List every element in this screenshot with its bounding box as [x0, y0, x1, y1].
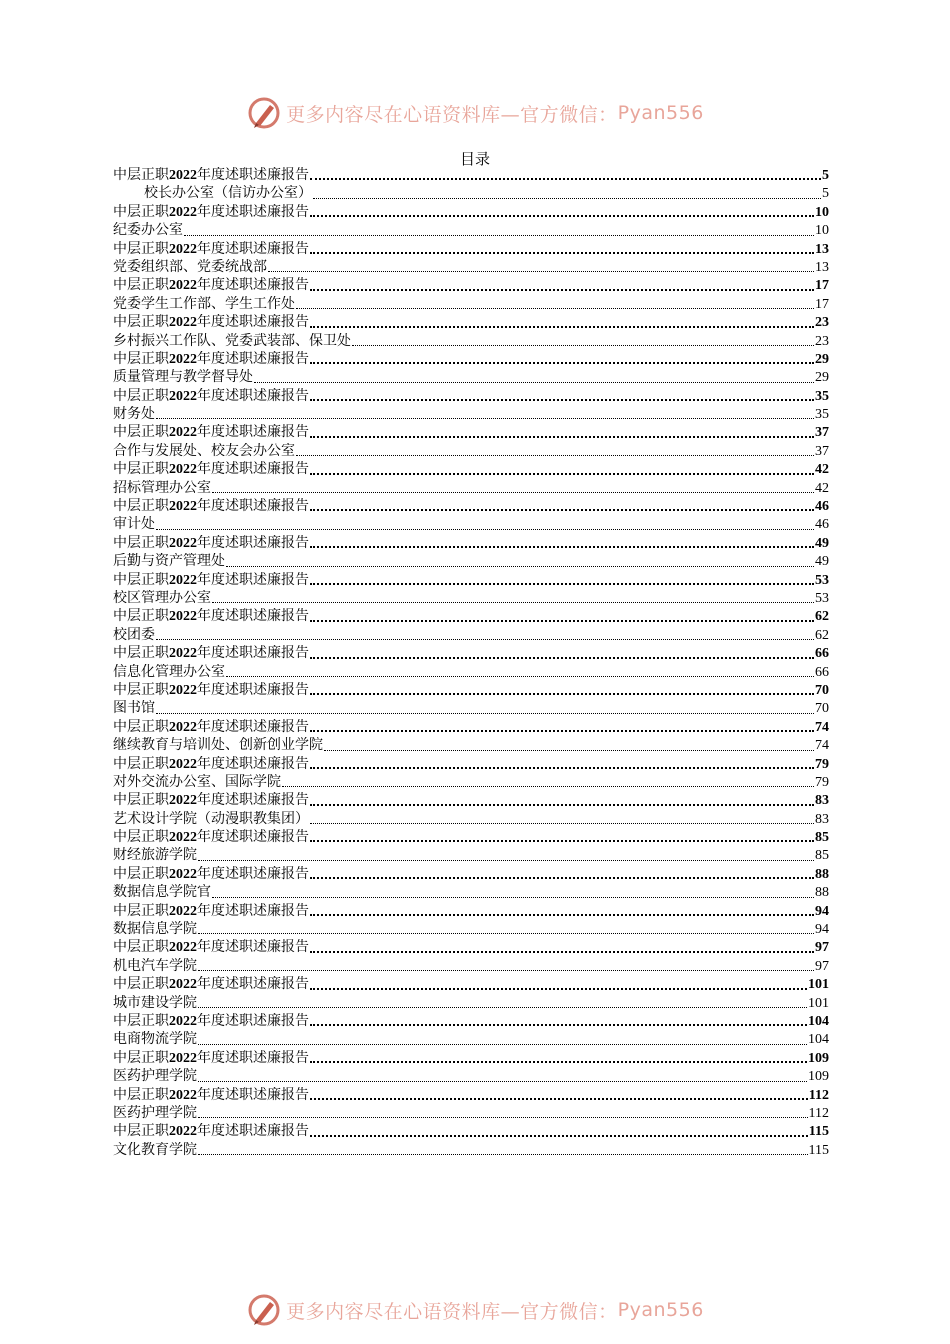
toc-dot-leader [310, 823, 814, 824]
toc-entry-page: 109 [808, 1069, 829, 1085]
toc-dot-leader [310, 436, 814, 438]
toc-entry-page: 5 [822, 186, 829, 202]
toc-entry-label: 中层正职2022年度述职述廉报告 [113, 168, 309, 183]
toc-dot-leader [310, 693, 814, 695]
toc-entry[interactable] [113, 480, 829, 498]
toc-entry-page: 23 [815, 315, 829, 331]
toc-entry[interactable] [113, 498, 829, 516]
toc-entry-label: 中层正职2022年度述职述廉报告 [113, 682, 309, 698]
toc-entry-label: 机电汽车学院 [113, 958, 197, 974]
toc-entry[interactable] [113, 1142, 829, 1160]
toc-entry-label: 中层正职2022年度述职述廉报告 [113, 241, 309, 257]
watermark-text: 更多内容尽在心语资料库—官方微信： [286, 103, 618, 126]
toc-dot-leader [310, 767, 814, 769]
toc-entry-label: 中层正职2022年度述职述廉报告 [113, 499, 309, 515]
toc-entry-label: 财务处 [113, 407, 155, 423]
toc-entry-page: 101 [808, 977, 829, 993]
toc-entry[interactable] [113, 737, 829, 755]
toc-entry-label: 信息化管理办公室 [113, 664, 225, 680]
toc-entry-label: 数据信息学院官 [113, 885, 211, 901]
toc-entry-label: 中层正职2022年度述职述廉报告 [113, 977, 309, 993]
pen-logo-icon [246, 1292, 282, 1328]
toc-entry[interactable] [113, 866, 829, 884]
toc-dot-leader [310, 914, 814, 916]
toc-entry[interactable] [113, 406, 829, 424]
toc-entry-label: 中层正职2022年度述职述廉报告 [113, 535, 309, 551]
toc-entry-label: 中层正职2022年度述职述廉报告 [113, 351, 309, 367]
watermark-footer [0, 1290, 950, 1330]
toc-entry[interactable] [113, 204, 829, 222]
toc-dot-leader [212, 602, 814, 603]
toc-entry-page: 62 [815, 609, 829, 625]
toc-dot-leader [268, 271, 814, 272]
toc-dot-leader [184, 235, 814, 236]
toc-dot-leader [310, 178, 821, 180]
toc-entry-label: 继续教育与培训处、创新创业学院 [113, 738, 323, 754]
toc-entry-page: 53 [815, 572, 829, 588]
toc-entry-page: 79 [815, 756, 829, 772]
toc-entry-page: 46 [815, 517, 829, 533]
toc-entry-label: 中层正职2022年度述职述廉报告 [113, 940, 309, 956]
toc-entry-label: 校长办公室（信访办公室） [144, 186, 312, 202]
toc-dot-leader [310, 951, 814, 953]
toc-entry-page: 115 [808, 1124, 829, 1140]
toc-dot-leader [296, 455, 814, 456]
toc-entry[interactable] [113, 627, 829, 645]
toc-entry[interactable] [113, 664, 829, 682]
toc-dot-leader [156, 713, 814, 714]
toc-entry[interactable] [113, 976, 829, 994]
toc-dot-leader [310, 362, 814, 364]
toc-dot-leader [310, 583, 814, 585]
toc-dot-leader [198, 860, 814, 861]
toc-entry[interactable] [113, 388, 829, 406]
toc-entry-label: 中层正职2022年度述职述廉报告 [113, 830, 309, 846]
toc-entry-label: 电商物流学院 [113, 1032, 197, 1048]
toc-entry[interactable] [113, 553, 829, 571]
toc-entry-label: 对外交流办公室、国际学院 [113, 774, 281, 790]
toc-entry[interactable] [113, 222, 829, 240]
toc-entry-page: 70 [815, 701, 829, 717]
toc-entry-page: 112 [808, 1105, 829, 1121]
toc-entry-page: 35 [815, 388, 829, 404]
toc-dot-leader [156, 529, 814, 530]
toc-entry[interactable] [113, 461, 829, 479]
toc-entry-page: 49 [815, 554, 829, 570]
toc-entry-page: 13 [815, 259, 829, 275]
toc-dot-leader [313, 198, 821, 199]
toc-entry-page: 83 [815, 811, 829, 827]
toc-entry[interactable] [113, 424, 829, 442]
toc-entry-page: 88 [815, 866, 829, 882]
toc-entry-page: 88 [815, 885, 829, 901]
toc-entry-label: 中层正职2022年度述职述廉报告 [113, 1124, 309, 1140]
toc-entry-label: 图书馆 [113, 701, 155, 717]
toc-dot-leader [310, 289, 814, 291]
toc-entry-page: 74 [815, 719, 829, 735]
toc-entry-label: 数据信息学院 [113, 922, 197, 938]
watermark-text: 更多内容尽在心语资料库—官方微信： [286, 1300, 618, 1323]
toc-entry-label: 中层正职2022年度述职述廉报告 [113, 462, 309, 478]
toc-title: 目录 [459, 150, 490, 168]
toc-entry-page: 94 [815, 903, 829, 919]
toc-entry[interactable] [113, 167, 829, 185]
toc-dot-leader [310, 1024, 807, 1026]
toc-entry-page: 85 [815, 848, 829, 864]
watermark-header [0, 93, 950, 133]
toc-entry-label: 后勤与资产管理处 [113, 554, 225, 570]
toc-entry-label: 质量管理与教学督导处 [113, 370, 253, 386]
toc-entry-page: 46 [815, 499, 829, 515]
toc-entry-label: 校区管理办公室 [113, 590, 211, 606]
toc-entry-page: 101 [808, 995, 829, 1011]
toc-dot-leader [310, 473, 814, 475]
toc-entry[interactable] [113, 185, 829, 203]
toc-entry[interactable] [113, 1087, 829, 1105]
toc-entry[interactable] [113, 1050, 829, 1068]
toc-entry[interactable] [113, 829, 829, 847]
toc-dot-leader [310, 988, 807, 990]
toc-dot-leader [310, 1098, 808, 1100]
toc-dot-leader [296, 308, 814, 309]
toc-entry-page: 115 [808, 1142, 829, 1158]
toc-entry[interactable] [113, 277, 829, 295]
toc-entry[interactable] [113, 903, 829, 921]
toc-dot-leader [310, 399, 814, 401]
toc-dot-leader [226, 566, 814, 567]
toc-entry-label: 党委组织部、党委统战部 [113, 259, 267, 275]
toc-entry-page: 70 [815, 682, 829, 698]
toc-dot-leader [352, 345, 814, 346]
watermark-id: Pyan556 [617, 102, 704, 124]
toc-entry-label: 中层正职2022年度述职述廉报告 [113, 1050, 309, 1066]
toc-entry[interactable] [113, 608, 829, 626]
toc-entry-label: 财经旅游学院 [113, 848, 197, 864]
toc-entry[interactable] [113, 590, 829, 608]
toc-entry[interactable] [113, 811, 829, 829]
toc-dot-leader [198, 933, 814, 934]
toc-entry-label: 中层正职2022年度述职述廉报告 [113, 609, 309, 625]
toc-entry[interactable] [113, 296, 829, 314]
toc-entry[interactable] [113, 1068, 829, 1086]
toc-entry-page: 97 [815, 940, 829, 956]
toc-entry-page: 104 [808, 1032, 829, 1048]
toc-dot-leader [212, 492, 814, 493]
toc-entry-label: 中层正职2022年度述职述廉报告 [113, 572, 309, 588]
pen-logo-icon [246, 95, 282, 131]
toc-dot-leader [156, 639, 814, 640]
toc-dot-leader [198, 1007, 807, 1008]
toc-entry-label: 招标管理办公室 [113, 480, 211, 496]
toc-entry[interactable] [113, 351, 829, 369]
toc-entry-label: 乡村振兴工作队、党委武装部、保卫处 [113, 333, 351, 349]
toc-entry[interactable] [113, 958, 829, 976]
toc-entry-page: 112 [808, 1087, 829, 1103]
toc-dot-leader [198, 1154, 808, 1155]
toc-entry-label: 医药护理学院 [113, 1069, 197, 1085]
toc-entry-page: 10 [815, 204, 829, 220]
toc-entry-page: 13 [815, 241, 829, 257]
toc-entry[interactable] [113, 535, 829, 553]
toc-entry-label: 审计处 [113, 517, 155, 533]
toc-entry-label: 校团委 [113, 627, 155, 643]
watermark-id: Pyan556 [617, 1299, 704, 1321]
toc-entry[interactable] [113, 700, 829, 718]
toc-entry[interactable] [113, 774, 829, 792]
toc-entry-page: 97 [815, 958, 829, 974]
toc-dot-leader [310, 326, 814, 328]
toc-dot-leader [254, 382, 814, 383]
toc-dot-leader [310, 657, 814, 659]
table-of-contents [113, 167, 829, 1160]
toc-entry[interactable] [113, 1031, 829, 1049]
toc-entry-page: 109 [808, 1050, 829, 1066]
toc-entry-label: 中层正职2022年度述职述廉报告 [113, 278, 309, 294]
toc-entry-label: 中层正职2022年度述职述廉报告 [113, 1087, 309, 1103]
toc-entry-label: 艺术设计学院（动漫职教集团） [113, 811, 309, 827]
toc-entry-page: 37 [815, 425, 829, 441]
toc-entry[interactable] [113, 259, 829, 277]
toc-dot-leader [198, 1044, 807, 1045]
toc-entry-page: 79 [815, 774, 829, 790]
toc-entry-page: 42 [815, 480, 829, 496]
toc-dot-leader [310, 804, 814, 806]
toc-entry-label: 中层正职2022年度述职述廉报告 [113, 903, 309, 919]
toc-dot-leader [310, 509, 814, 511]
toc-entry[interactable] [113, 443, 829, 461]
toc-entry[interactable] [113, 1123, 829, 1141]
toc-entry-page: 53 [815, 590, 829, 606]
toc-dot-leader [310, 620, 814, 622]
toc-entry-page: 104 [808, 1013, 829, 1029]
toc-dot-leader [310, 877, 814, 879]
toc-entry[interactable] [113, 756, 829, 774]
toc-entry-page: 74 [815, 738, 829, 754]
toc-entry-page: 62 [815, 627, 829, 643]
toc-entry-label: 纪委办公室 [113, 223, 183, 239]
toc-entry-label: 中层正职2022年度述职述廉报告 [113, 1013, 309, 1029]
toc-entry-page: 94 [815, 922, 829, 938]
toc-entry-label: 中层正职2022年度述职述廉报告 [113, 719, 309, 735]
toc-entry-page: 66 [815, 646, 829, 662]
toc-entry-page: 42 [815, 462, 829, 478]
toc-entry-label: 医药护理学院 [113, 1105, 197, 1121]
toc-entry[interactable] [113, 369, 829, 387]
toc-entry-page: 35 [815, 407, 829, 423]
toc-entry[interactable] [113, 682, 829, 700]
toc-entry-label: 文化教育学院 [113, 1142, 197, 1158]
toc-dot-leader [282, 786, 814, 787]
toc-entry-page: 10 [815, 223, 829, 239]
toc-entry-page: 83 [815, 793, 829, 809]
toc-dot-leader [310, 215, 814, 217]
toc-entry[interactable] [113, 1013, 829, 1031]
toc-entry-label: 中层正职2022年度述职述廉报告 [113, 866, 309, 882]
toc-entry-page: 29 [815, 351, 829, 367]
toc-entry[interactable] [113, 241, 829, 259]
toc-dot-leader [310, 730, 814, 732]
toc-entry-page: 66 [815, 664, 829, 680]
toc-dot-leader [198, 1081, 807, 1082]
toc-dot-leader [324, 750, 814, 751]
toc-entry-label: 城市建设学院 [113, 995, 197, 1011]
toc-entry[interactable] [113, 995, 829, 1013]
toc-entry-page: 37 [815, 443, 829, 459]
toc-entry[interactable] [113, 333, 829, 351]
toc-entry[interactable] [113, 645, 829, 663]
toc-entry-label: 中层正职2022年度述职述廉报告 [113, 315, 309, 331]
toc-entry[interactable] [113, 939, 829, 957]
toc-entry[interactable] [113, 921, 829, 939]
toc-entry-label: 中层正职2022年度述职述廉报告 [113, 204, 309, 220]
toc-dot-leader [198, 970, 814, 971]
toc-entry[interactable] [113, 884, 829, 902]
toc-entry-label: 中层正职2022年度述职述廉报告 [113, 756, 309, 772]
toc-dot-leader [310, 840, 814, 842]
toc-dot-leader [226, 676, 814, 677]
toc-entry-page: 5 [822, 168, 829, 183]
toc-dot-leader [156, 418, 814, 419]
toc-entry[interactable] [113, 516, 829, 534]
toc-entry-page: 85 [815, 830, 829, 846]
toc-entry[interactable] [113, 847, 829, 865]
toc-dot-leader [310, 1061, 807, 1063]
toc-entry-label: 党委学生工作部、学生工作处 [113, 296, 295, 312]
toc-dot-leader [310, 1135, 808, 1137]
toc-entry-page: 17 [815, 296, 829, 312]
toc-entry-label: 中层正职2022年度述职述廉报告 [113, 646, 309, 662]
toc-dot-leader [310, 546, 814, 548]
toc-entry-page: 23 [815, 333, 829, 349]
toc-entry[interactable] [113, 314, 829, 332]
toc-entry-page: 49 [815, 535, 829, 551]
toc-entry-page: 17 [815, 278, 829, 294]
toc-entry-label: 合作与发展处、校友会办公室 [113, 443, 295, 459]
toc-entry-label: 中层正职2022年度述职述廉报告 [113, 388, 309, 404]
toc-entry[interactable] [113, 792, 829, 810]
toc-entry[interactable] [113, 719, 829, 737]
toc-dot-leader [212, 897, 814, 898]
toc-dot-leader [310, 252, 814, 254]
toc-entry[interactable] [113, 572, 829, 590]
toc-entry-page: 29 [815, 370, 829, 386]
toc-entry-label: 中层正职2022年度述职述廉报告 [113, 793, 309, 809]
toc-dot-leader [198, 1117, 808, 1118]
toc-entry-label: 中层正职2022年度述职述廉报告 [113, 425, 309, 441]
toc-entry[interactable] [113, 1105, 829, 1123]
